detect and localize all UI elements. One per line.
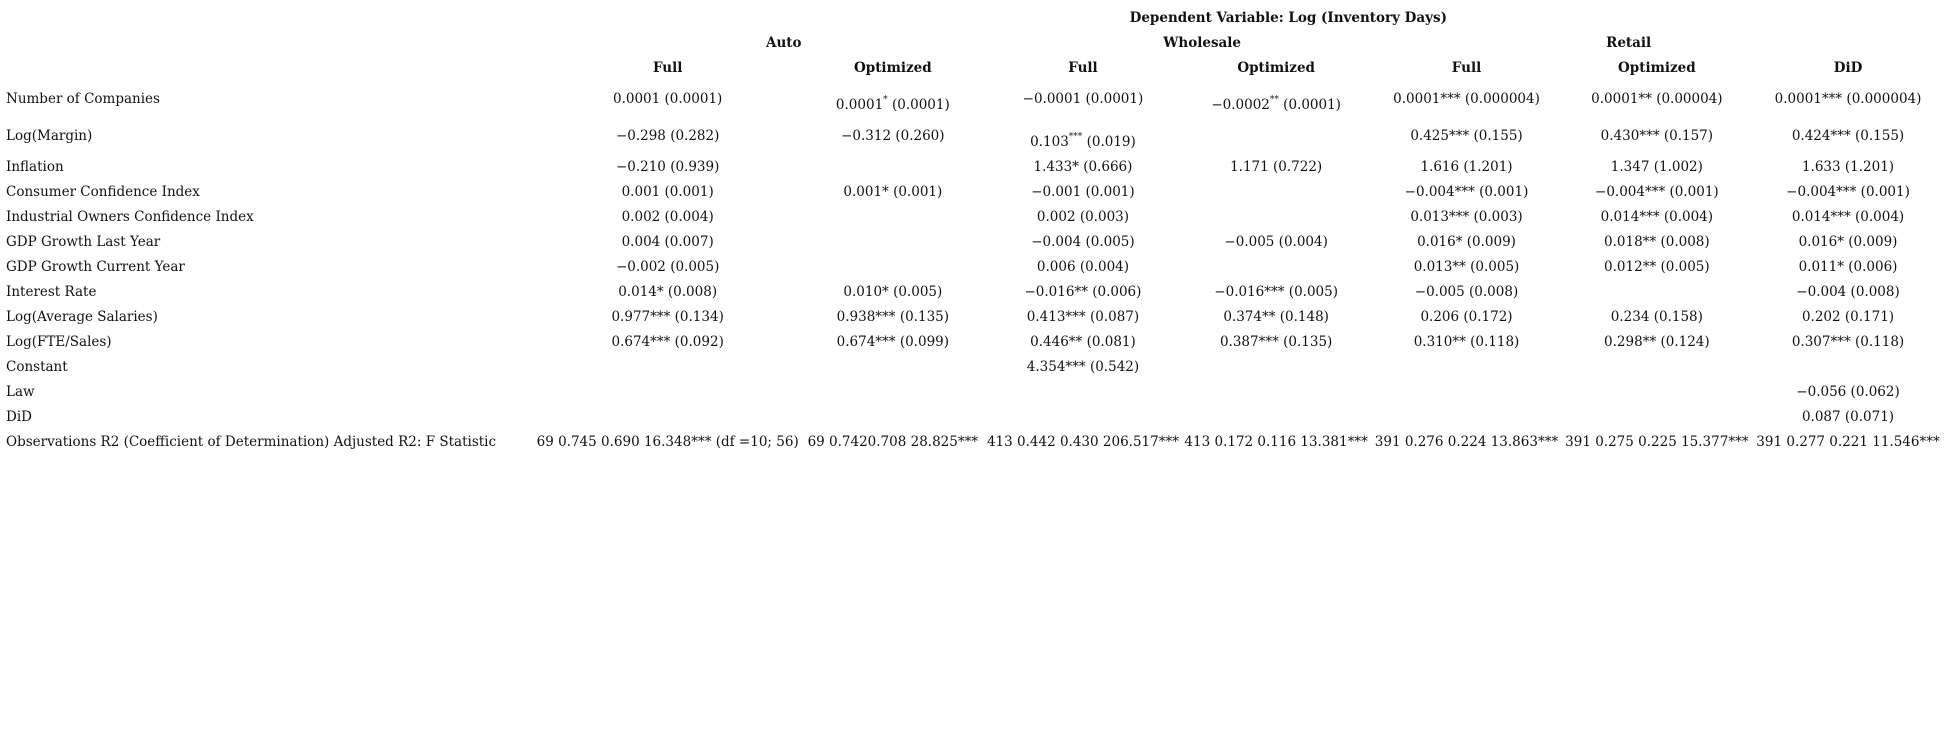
coefficient-cell: −0.004*** (0.001) (1786, 183, 1910, 200)
coefficient-cell: 0.206 (0.172) (1420, 308, 1513, 325)
blank-cell (4, 55, 535, 80)
coefficient-cell: 0.013** (0.005) (1413, 258, 1520, 275)
model-header: DiD (1833, 59, 1863, 76)
table-row (4, 204, 1944, 229)
coefficient-cell (801, 254, 985, 279)
table-row (4, 254, 1944, 279)
coefficient-value: 0.0001 (835, 96, 884, 113)
coefficient-cell: 0.0001*** (0.000004) (1774, 90, 1922, 107)
coefficient-cell (801, 154, 985, 179)
coefficient-value: 0.103 (1030, 133, 1069, 150)
row-label: Interest Rate (6, 283, 97, 300)
stats-cell: 413 0.442 0.430 206.517*** (986, 433, 1179, 450)
coefficient-value: −0.0002 (1211, 96, 1270, 113)
table-row (4, 379, 1944, 404)
coefficient-cell: 0.002 (0.003) (1036, 208, 1130, 225)
stats-cell: 413 0.172 0.116 13.381*** (1184, 433, 1368, 450)
coefficient-cell: −0.312 (0.260) (841, 127, 945, 144)
coefficient-cell: 1.633 (1.201) (1801, 158, 1895, 175)
coefficient-cell: 0.018** (0.008) (1604, 233, 1710, 250)
row-label: Inflation (6, 158, 64, 175)
standard-error: (0.0001) (1278, 96, 1341, 113)
coefficient-cell (1371, 379, 1561, 404)
stats-label: Observations R2 (Coefficient of Determination) Adjusted R2: F Statistic (6, 433, 497, 450)
row-label: Industrial Owners Confidence Index (6, 208, 254, 225)
model-header-row (4, 55, 1944, 80)
coefficient-cell: 0.014*** (0.004) (1791, 208, 1905, 225)
coefficient-cell: 1.171 (0.722) (1230, 158, 1323, 175)
row-label: Law (6, 383, 35, 400)
coefficient-cell: 0.234 (0.158) (1610, 308, 1703, 325)
coefficient-cell: 0.374** (0.148) (1223, 308, 1329, 325)
model-header: Optimized (854, 59, 932, 76)
coefficient-cell: 4.354*** (0.542) (1026, 358, 1140, 375)
coefficient-cell (801, 379, 985, 404)
coefficient-cell: 0.0001*** (0.000004) (1393, 90, 1540, 107)
table-body (4, 80, 1944, 454)
table-row (4, 279, 1944, 304)
coefficient-cell (535, 354, 801, 379)
coefficient-cell (1181, 80, 1371, 117)
coefficient-cell: 0.977*** (0.134) (611, 308, 724, 325)
coefficient-cell: 0.006 (0.004) (1036, 258, 1130, 275)
coefficient-cell (985, 404, 1181, 429)
coefficient-cell: 0.674*** (0.099) (836, 333, 950, 350)
coefficient-cell (1181, 379, 1371, 404)
coefficient-cell: 0.446** (0.081) (1030, 333, 1136, 350)
coefficient-cell (535, 404, 801, 429)
stats-cell: 69 0.745 0.690 16.348*** (df =10; 56) (536, 433, 799, 450)
coefficient-cell (985, 117, 1181, 154)
coefficient-cell: 0.001* (0.001) (843, 183, 943, 200)
coefficient-cell (1181, 117, 1371, 154)
coefficient-cell: −0.298 (0.282) (615, 127, 720, 144)
coefficient-cell (985, 379, 1181, 404)
coefficient-cell (801, 204, 985, 229)
coefficient-cell: −0.016*** (0.005) (1214, 283, 1338, 300)
table-title: Dependent Variable: Log (Inventory Days) (1129, 9, 1447, 26)
standard-error: (0.019) (1082, 133, 1136, 150)
coefficient-cell: −0.0001 (0.0001) (1022, 90, 1144, 107)
coefficient-cell: 0.938*** (0.135) (836, 308, 950, 325)
coefficient-cell (1181, 404, 1371, 429)
title-row (4, 5, 1944, 30)
coefficient-cell: −0.056 (0.062) (1796, 383, 1900, 400)
coefficient-cell: 0.430*** (0.157) (1600, 127, 1714, 144)
coefficient-cell: −0.001 (0.001) (1031, 183, 1135, 200)
table-row (4, 404, 1944, 429)
stats-cell: 391 0.275 0.225 15.377*** (1565, 433, 1749, 450)
standard-error: (0.0001) (887, 96, 950, 113)
row-label: Number of Companies (6, 90, 160, 107)
coefficient-cell (1181, 254, 1371, 279)
coefficient-cell: 0.004 (0.007) (621, 233, 714, 250)
stats-cell: 391 0.276 0.224 13.863*** (1374, 433, 1559, 450)
coefficient-cell (1371, 404, 1561, 429)
coefficient-cell: 0.0001** (0.00004) (1591, 90, 1723, 107)
coefficient-cell: 0.010* (0.005) (843, 283, 943, 300)
coefficient-cell: 0.011* (0.006) (1798, 258, 1898, 275)
coefficient-cell: 0.424*** (0.155) (1791, 127, 1905, 144)
coefficient-cell: −0.005 (0.004) (1224, 233, 1328, 250)
coefficient-cell: 1.347 (1.002) (1610, 158, 1703, 175)
model-header: Full (1451, 59, 1482, 76)
coefficient-cell: 0.307*** (0.118) (1791, 333, 1905, 350)
coefficient-cell (1562, 379, 1752, 404)
coefficient-cell (801, 229, 985, 254)
coefficient-cell: 0.202 (0.171) (1801, 308, 1895, 325)
coefficient-cell (1371, 354, 1561, 379)
row-label: GDP Growth Last Year (6, 233, 161, 250)
table-row (4, 304, 1944, 329)
coefficient-cell: 1.433* (0.666) (1033, 158, 1133, 175)
stats-cell: 391 0.277 0.221 11.546*** (1756, 433, 1940, 450)
coefficient-cell: 0.001 (0.001) (621, 183, 714, 200)
group-header-row (4, 30, 1944, 55)
coefficient-cell: 0.298** (0.124) (1604, 333, 1710, 350)
row-label: Constant (6, 358, 68, 375)
coefficient-cell (1181, 354, 1371, 379)
coefficient-cell: 0.413*** (0.087) (1026, 308, 1140, 325)
coefficient-cell: 0.002 (0.004) (621, 208, 714, 225)
blank-cell (4, 5, 535, 30)
coefficient-cell: 1.616 (1.201) (1420, 158, 1513, 175)
significance-stars: * (883, 94, 888, 105)
coefficient-cell (801, 80, 985, 117)
coefficient-cell: −0.002 (0.005) (615, 258, 720, 275)
significance-stars: ** (1269, 94, 1279, 105)
coefficient-cell: 0.387*** (0.135) (1219, 333, 1333, 350)
row-label: GDP Growth Current Year (6, 258, 185, 275)
coefficient-cell: −0.004 (0.005) (1031, 233, 1135, 250)
coefficient-cell: 0.014*** (0.004) (1600, 208, 1714, 225)
coefficient-cell: 0.087 (0.071) (1801, 408, 1895, 425)
coefficient-cell (1562, 354, 1752, 379)
coefficient-cell (1181, 204, 1371, 229)
table-row (4, 329, 1944, 354)
table-row (4, 117, 1944, 154)
coefficient-cell: −0.004*** (0.001) (1404, 183, 1529, 200)
coefficient-cell: −0.016** (0.006) (1024, 283, 1142, 300)
coefficient-cell: 0.014* (0.008) (618, 283, 718, 300)
coefficient-cell: −0.210 (0.939) (615, 158, 720, 175)
significance-stars: *** (1068, 131, 1083, 142)
coefficient-cell: −0.004*** (0.001) (1595, 183, 1719, 200)
model-header: Full (1068, 59, 1098, 76)
model-header: Optimized (1237, 59, 1315, 76)
table-row (4, 80, 1944, 117)
table-row (4, 354, 1944, 379)
row-label: Log(FTE/Sales) (6, 333, 112, 350)
coefficient-cell (1752, 354, 1944, 379)
coefficient-cell: 0.013*** (0.003) (1410, 208, 1523, 225)
model-header: Optimized (1618, 59, 1696, 76)
coefficient-cell: 0.425*** (0.155) (1410, 127, 1523, 144)
row-label: Log(Average Salaries) (6, 308, 158, 325)
coefficient-cell (1562, 404, 1752, 429)
row-label: Log(Margin) (6, 127, 93, 144)
model-header: Full (652, 59, 683, 76)
coefficient-cell (801, 354, 985, 379)
coefficient-cell: 0.016* (0.009) (1417, 233, 1516, 250)
coefficient-cell (535, 379, 801, 404)
regression-table (4, 5, 1944, 454)
coefficient-cell: 0.674*** (0.092) (611, 333, 724, 350)
coefficient-cell: 0.310** (0.118) (1413, 333, 1520, 350)
coefficient-cell: 0.016* (0.009) (1798, 233, 1898, 250)
stats-row (4, 429, 1944, 454)
coefficient-cell: 0.012** (0.005) (1604, 258, 1710, 275)
group-retail: Retail (1606, 34, 1652, 51)
coefficient-cell: −0.005 (0.008) (1414, 283, 1519, 300)
stats-cell: 69 0.7420.708 28.825*** (807, 433, 979, 450)
table-row (4, 179, 1944, 204)
table-row (4, 154, 1944, 179)
coefficient-cell (801, 404, 985, 429)
coefficient-cell (1181, 179, 1371, 204)
group-auto: Auto (766, 34, 802, 51)
coefficient-cell: −0.004 (0.008) (1796, 283, 1900, 300)
coefficient-cell: 0.0001 (0.0001) (613, 90, 723, 107)
blank-cell (4, 30, 535, 55)
coefficient-cell (1562, 279, 1752, 304)
row-label: Consumer Confidence Index (6, 183, 200, 200)
group-wholesale: Wholesale (1163, 34, 1242, 51)
table-row (4, 229, 1944, 254)
row-label: DiD (6, 408, 32, 425)
